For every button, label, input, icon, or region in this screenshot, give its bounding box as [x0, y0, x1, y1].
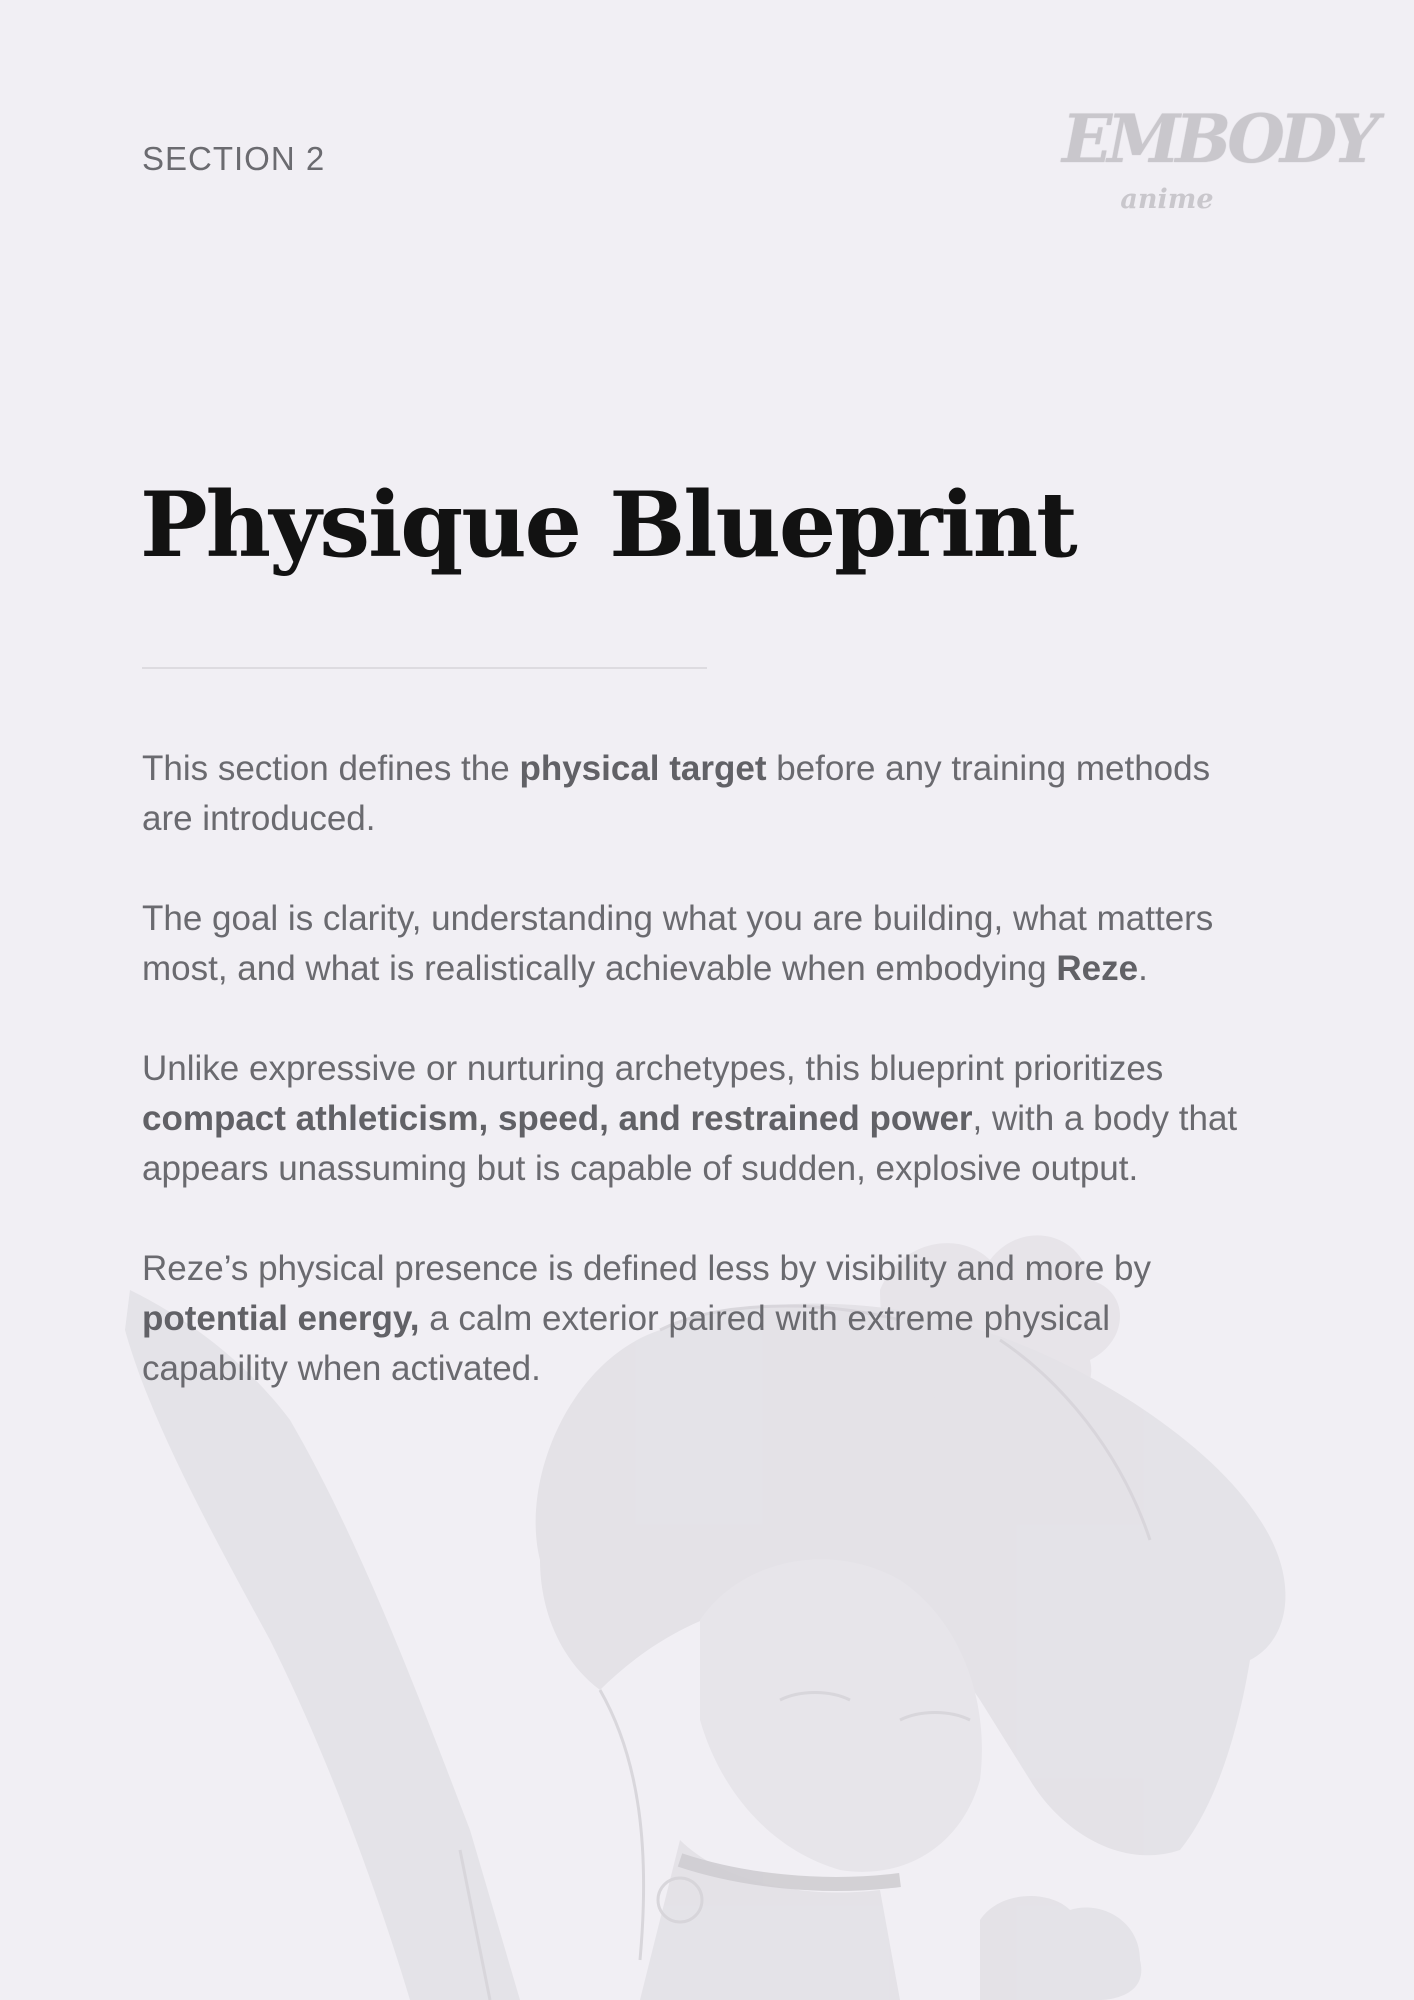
paragraph	[142, 894, 1262, 994]
text-run: This section defines the	[142, 749, 520, 788]
text-run: The goal is clarity, understanding what you are building, what matters most, and what is realistically achievable when embodying	[142, 899, 1214, 988]
title-divider	[142, 667, 707, 669]
page-title: Physique Blueprint	[140, 472, 1076, 578]
text-run: Reze’s physical presence is defined less by visibility and more by	[142, 1249, 1152, 1288]
text-run: Unlike expressive or nurturing archetypes, this blueprint prioritizes	[142, 1049, 1164, 1088]
paragraph	[142, 744, 1262, 844]
text-run: .	[1138, 949, 1148, 988]
text-run-bold: compact athleticism, speed, and restrained power	[142, 1099, 973, 1138]
logo-subtitle: anime	[1120, 184, 1214, 215]
illus-flower-2	[980, 1896, 1141, 2000]
text-run-bold: Reze	[1056, 949, 1139, 988]
text-run: , with a body that appears unassuming but is capable of sudden, explosive output.	[142, 1099, 1238, 1188]
paragraph	[142, 1244, 1262, 1394]
text-run: before any training methods are introduced.	[142, 749, 1211, 838]
text-run-bold: potential energy,	[142, 1299, 420, 1338]
logo-wordmark: EMBODY	[1062, 100, 1375, 178]
brand-logo	[1062, 100, 1375, 230]
text-run: a calm exterior paired with extreme physical capability when activated.	[142, 1299, 1111, 1388]
section-label: SECTION 2	[142, 140, 326, 177]
paragraph	[142, 1044, 1262, 1194]
text-run-bold: physical target	[519, 749, 767, 788]
body-text	[142, 744, 1262, 1444]
